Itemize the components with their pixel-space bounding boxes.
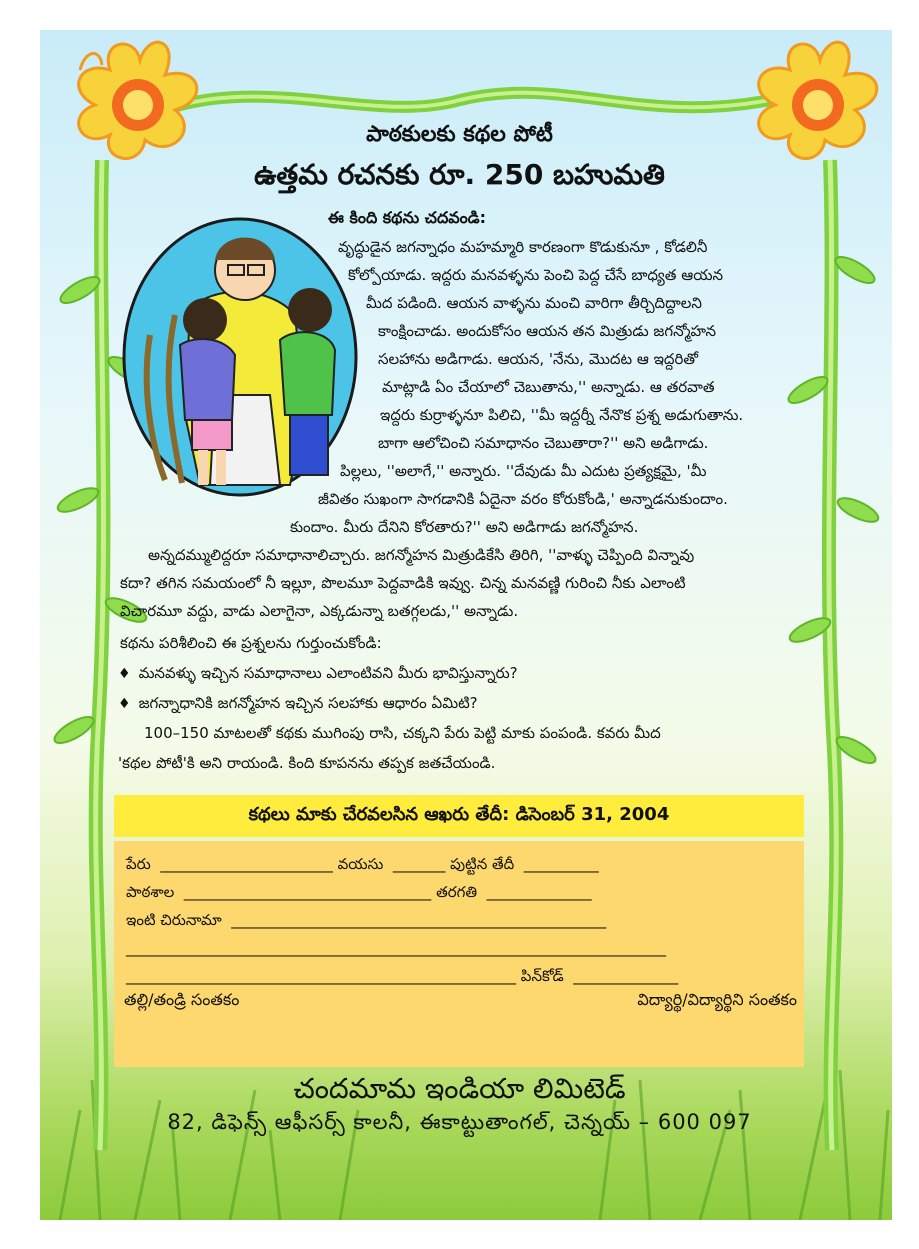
age-field[interactable]: _______: [388, 855, 446, 873]
question-item: [118, 694, 478, 716]
school-field[interactable]: _________________________________: [179, 883, 432, 901]
class-label: తరగతి: [436, 883, 478, 901]
entry-coupon: [114, 841, 804, 1067]
dob-label: పుట్టిన తేదీ: [450, 855, 515, 873]
story-line: కోల్పోయాడు. ఇద్దరు మనవళ్ళను పెంచి పెద్ద చేసే బాధ్యత ఆయన: [348, 266, 724, 284]
contest-title: పాఠకులకు కథల పోటీ: [366, 122, 553, 147]
story-line: బాగా ఆలోచించి సమాధానం చెబుతారా?'' అని అడిగాడు.: [378, 434, 709, 452]
deadline-banner: కథలు మాకు చేరవలసిన ఆఖరు తేదీ: డిసెంబర్ 31, 2004: [114, 795, 804, 837]
story-line: కాంక్షించాడు. అందుకోసం ఆయన తన మిత్రుడు జగన్మోహన: [378, 322, 717, 340]
story-line: మాట్లాడి ఏం చేయాలో చెబుతాను,'' అన్నాడు. ఆ తరవాత: [382, 378, 715, 396]
pincode-label: పిన్‌కోడ్: [520, 967, 564, 985]
address-label: ఇంటి చిరునామా: [126, 911, 222, 929]
question-intro: కథను పరిశీలించి ఈ ప్రశ్నలను గుర్తుంచుకోండి:: [120, 634, 382, 652]
story-line: పిల్లలు, ''అలాగే,'' అన్నారు. ''దేవుడు మీ ఎదుట ప్రత్యక్షమై, 'మీ: [340, 462, 707, 480]
rules-line: 100–150 మాటలతో కథకు ముగింపు రాసి, చక్కని పేరు పెట్టి మాకు పంపండి. కవరు మీద: [144, 724, 661, 742]
bullet-icon: ♦: [118, 696, 131, 712]
student-signature-label: విద్యార్థి/విద్యార్థిని సంతకం: [637, 990, 797, 1009]
bullet-icon: ♦: [118, 666, 131, 682]
story-line: అన్నదమ్ములిద్దరూ సమాధానాలిచ్చారు. జగన్మోహన మిత్రుడికేసి తిరిగి, ''వాళ్ళు చెప్పింది విన్నావు: [148, 546, 695, 564]
story-line: వృద్ధుడైన జగన్నాధం మహమ్మారి కారణంగా కొడుకునూ , కోడలినీ: [338, 238, 708, 256]
name-label: పేరు: [126, 855, 151, 873]
story-line: ఇద్దరు కుర్రాళ్ళనూ పిలిచి, ''మీ ఇద్దర్నీ నేనొక ప్రశ్న అడుగుతాను.: [380, 406, 744, 424]
story-line: జీవితం సుఖంగా సాగడానికి ఏదైనా వరం కోరుకోండి,' అన్నాడనుకుందాం.: [318, 490, 728, 508]
parent-signature-label: తల్లి/తండ్రి సంతకం: [124, 990, 240, 1009]
prize-subtitle: ఉత్తమ రచనకు రూ. 250 బహుమతి: [254, 158, 665, 191]
publisher-name: చందమామ ఇండియా లిమిటెడ్: [293, 1072, 626, 1105]
address-line-2[interactable]: ________________________________________________________________________: [126, 939, 666, 957]
dob-field[interactable]: __________: [519, 855, 599, 873]
story-line: విచారమూ వద్దు, వాడు ఎలాగైనా, ఎక్కడున్నా బతగ్గలడు,'' అన్నాడు.: [120, 602, 519, 620]
publisher-address: 82, డిఫెన్స్ ఆఫీసర్స్ కాలనీ, ఈకాట్టుతాంగల్, చెన్నయ్ – 600 097: [167, 1110, 752, 1134]
address-field[interactable]: __________________________________________________: [226, 911, 607, 929]
question-text: మనవళ్ళు ఇచ్చిన సమాధానాలు ఎలాంటివని మీరు భావిస్తున్నారు?: [138, 664, 518, 682]
pincode-row: [126, 967, 678, 989]
address-line-3[interactable]: ____________________________________________________: [126, 967, 516, 985]
name-field[interactable]: _______________________: [155, 855, 333, 873]
name-row: [126, 855, 599, 877]
address-row: [126, 911, 606, 933]
read-instruction: ఈ కింది కథను చదవండి:: [328, 208, 486, 227]
story-line: సలహాను అడిగాడు. ఆయన, 'నేను, మొదట ఆ ఇద్దరితో: [378, 350, 699, 368]
school-row: [126, 883, 592, 905]
rules-line: 'కథల పోటీ'కి అని రాయండి. కింది కూపనను తప్పక జతచేయండి.: [118, 754, 496, 772]
story-illustration: [120, 215, 360, 500]
question-item: [118, 664, 518, 686]
class-field[interactable]: ______________: [481, 883, 592, 901]
age-label: వయసు: [337, 855, 384, 873]
story-line: కదా? తగిన సమయంలో నీ ఇల్లూ, పొలమూ పెద్దవాడికి ఇవ్వు. చిన్న మనవణ్ణి గురించి నీకు ఎలాంటి: [120, 574, 686, 592]
question-text: జగన్నాధానికి జగన్మోహన ఇచ్చిన సలహాకు ఆధారం ఏమిటి?: [138, 694, 478, 712]
story-line: కుందాం. మీరు దేనిని కోరతారు?'' అని అడిగాడు జగన్మోహన.: [290, 518, 639, 536]
school-label: పాఠశాల: [126, 883, 175, 901]
story-line: మీద పడింది. ఆయన వాళ్ళను మంచి వారిగా తీర్చిదిద్దాలని: [366, 294, 702, 312]
pincode-field[interactable]: ______________: [568, 967, 679, 985]
